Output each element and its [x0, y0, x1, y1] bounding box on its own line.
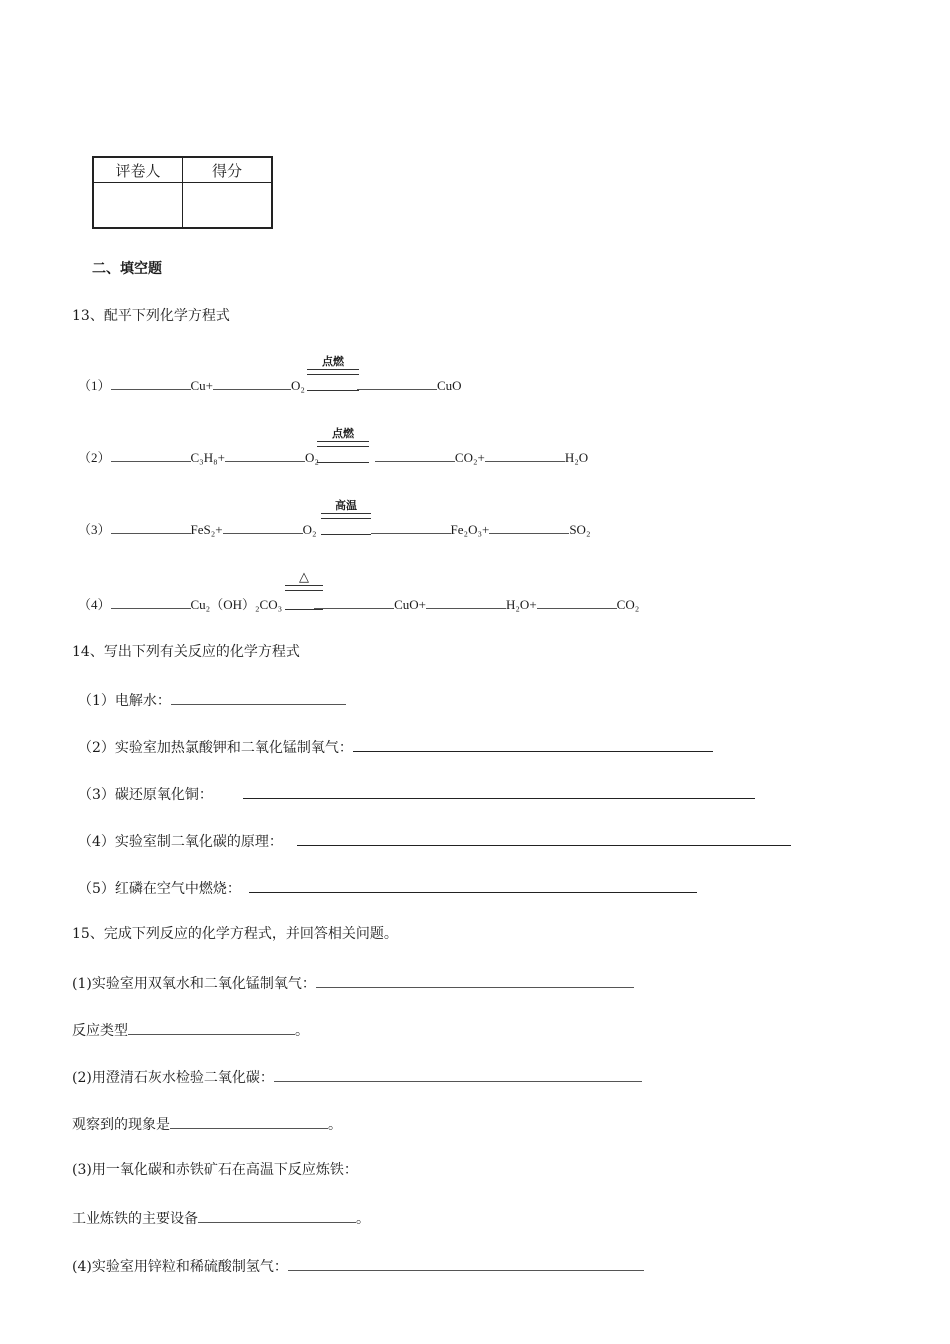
q15-text: 反应类型: [72, 1023, 128, 1039]
answer-blank[interactable]: [171, 690, 346, 705]
item-number: （2）: [78, 450, 111, 465]
period: 。: [328, 1117, 342, 1133]
q14-title: 14、写出下列有关反应的化学方程式: [72, 644, 300, 660]
condition-mark: [321, 500, 371, 519]
item-number: （3）: [78, 522, 111, 537]
answer-blank[interactable]: [249, 878, 697, 893]
item-number: （4）: [78, 597, 111, 612]
blank[interactable]: [213, 375, 291, 390]
q14-item-text: （1）电解水：: [78, 693, 171, 709]
q15-line-3: [72, 1067, 642, 1087]
q15-line-5: [72, 1161, 358, 1179]
formula: Cu+: [190, 378, 214, 393]
formula: Fe₂O₃+: [450, 522, 490, 537]
blank[interactable]: [489, 519, 569, 534]
condition-mark: [317, 428, 369, 447]
score-table: [92, 156, 273, 229]
blank[interactable]: [537, 594, 617, 609]
condition-text: 点燃: [332, 427, 354, 440]
blank[interactable]: [314, 594, 394, 609]
q15-line-2: [72, 1020, 309, 1040]
score-table-score-header: 得分: [183, 157, 273, 183]
q15-text: (4)实验室用锌粒和稀硫酸制氢气：: [72, 1259, 288, 1275]
answer-blank[interactable]: [170, 1114, 328, 1129]
grader-cell[interactable]: [93, 183, 183, 229]
formula: CuO: [436, 378, 462, 393]
blank[interactable]: [426, 594, 506, 609]
answer-blank[interactable]: [353, 737, 713, 752]
condition-mark: [285, 572, 323, 591]
q13-eq1: [78, 375, 462, 395]
formula: CO₂: [616, 597, 640, 612]
condition-text: △: [299, 570, 309, 585]
answer-blank[interactable]: [243, 784, 755, 799]
q14-item-text: （4）实验室制二氧化碳的原理：: [78, 834, 283, 850]
formula: CuO+: [394, 597, 427, 612]
q15-line-4: [72, 1114, 342, 1134]
blank[interactable]: [223, 519, 303, 534]
q14-item-1: [78, 690, 346, 710]
blank[interactable]: [111, 519, 191, 534]
q15-line-7: [72, 1256, 644, 1276]
formula: H₂O+: [506, 597, 537, 612]
blank[interactable]: [371, 519, 451, 534]
formula: H₂O: [564, 450, 589, 465]
q15-text: (1)实验室用双氧水和二氧化锰制氧气：: [72, 976, 316, 992]
formula: Cu₂（OH）₂CO₃: [190, 597, 283, 612]
formula: CO₂+: [454, 450, 485, 465]
item-number: （1）: [78, 378, 111, 393]
blank[interactable]: [357, 375, 437, 390]
blank[interactable]: [485, 447, 565, 462]
period: 。: [295, 1023, 309, 1039]
answer-blank[interactable]: [288, 1256, 644, 1271]
formula: O₂: [291, 378, 305, 393]
score-table-grader-header: 评卷人: [93, 157, 183, 183]
answer-blank[interactable]: [316, 973, 634, 988]
q14-item-4: [78, 831, 791, 851]
q14-item-5: [78, 878, 697, 898]
blank[interactable]: [111, 375, 191, 390]
q14-item-3: [78, 784, 755, 804]
q13-eq3: [78, 519, 590, 539]
q15-text: 观察到的现象是: [72, 1117, 170, 1133]
q15-line-1: [72, 973, 634, 993]
condition-bar: [285, 585, 323, 591]
answer-blank[interactable]: [297, 831, 791, 846]
formula: SO₂: [569, 522, 591, 537]
formula: FeS₂+: [190, 522, 223, 537]
blank[interactable]: [111, 594, 191, 609]
q14-item-text: （5）红磷在空气中燃烧：: [78, 881, 241, 897]
q14-item-text: （3）碳还原氧化铜：: [78, 787, 213, 803]
q13-eq4: [78, 594, 639, 614]
q14-item-text: （2）实验室加热氯酸钾和二氧化锰制氧气：: [78, 740, 353, 756]
blank[interactable]: [111, 447, 191, 462]
q14-item-2: [78, 737, 713, 757]
blank[interactable]: [225, 447, 305, 462]
q15-text: 工业炼铁的主要设备: [72, 1211, 198, 1227]
q13-eq2: [78, 447, 588, 467]
condition-mark: [307, 356, 359, 375]
answer-blank[interactable]: [128, 1020, 295, 1035]
q13-title: 13、配平下列化学方程式: [72, 308, 230, 324]
formula: C₃H₈+: [190, 450, 225, 465]
formula: O₂: [302, 522, 317, 537]
q15-text: (3)用一氧化碳和赤铁矿石在高温下反应炼铁：: [72, 1162, 358, 1178]
answer-blank[interactable]: [274, 1067, 642, 1082]
condition-text: 点燃: [322, 355, 344, 368]
formula: O₂: [304, 450, 319, 465]
q15-text: (2)用澄清石灰水检验二氧化碳：: [72, 1070, 274, 1086]
condition-text: 高温: [335, 499, 357, 512]
score-cell[interactable]: [183, 183, 273, 229]
q15-title: 15、完成下列反应的化学方程式，并回答相关问题。: [72, 926, 398, 942]
blank[interactable]: [375, 447, 455, 462]
section-title: 二、填空题: [92, 261, 162, 277]
q15-line-6: [72, 1208, 370, 1228]
period: 。: [356, 1211, 370, 1227]
answer-blank[interactable]: [198, 1208, 356, 1223]
